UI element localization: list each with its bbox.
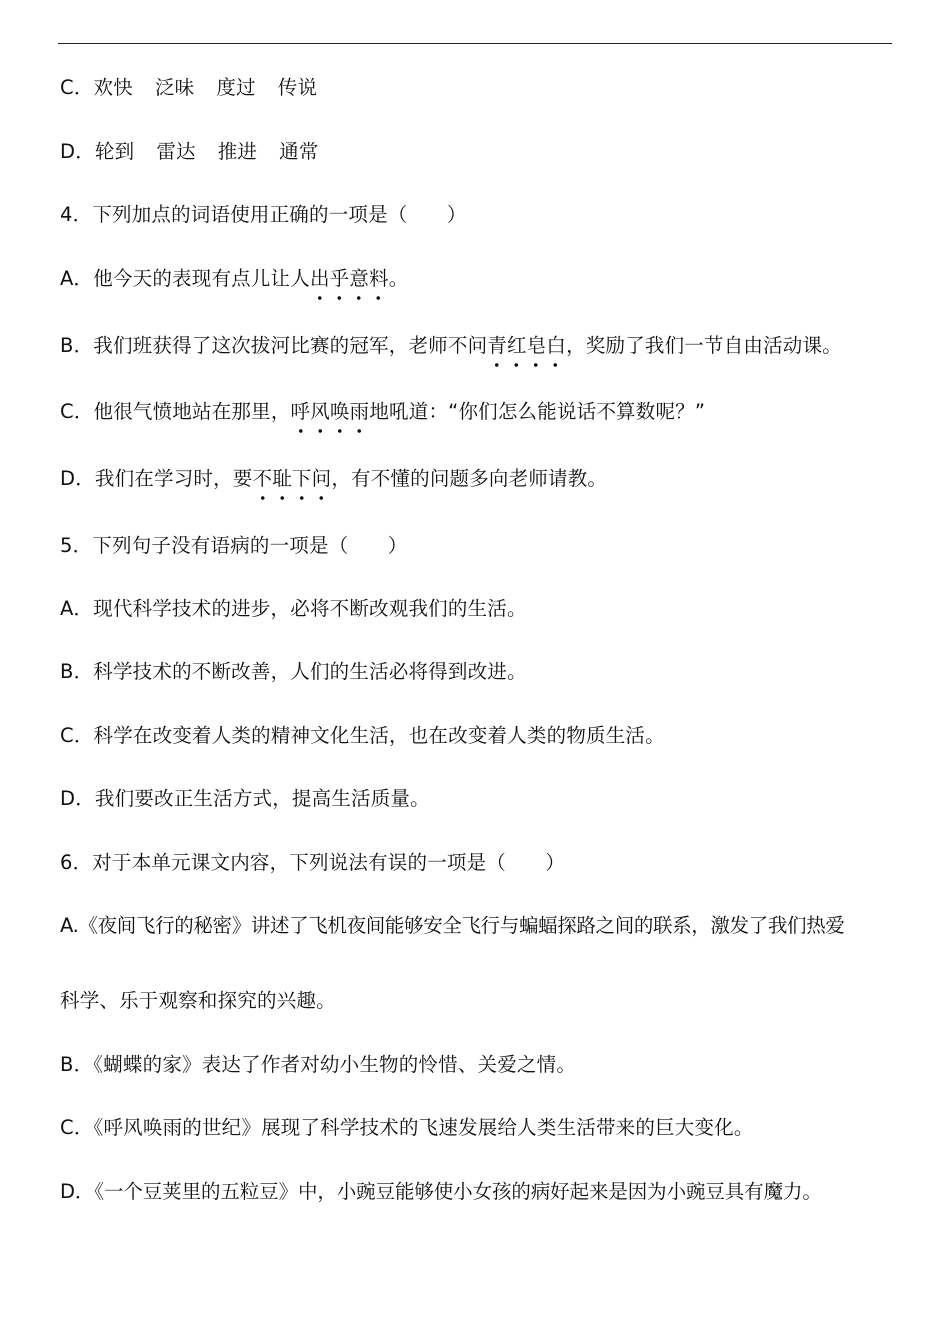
q6-option-a-line2: 科学、乐于观察和探究的兴趣。 (60, 989, 336, 1012)
dotted-phrase: 青红皂白 (487, 334, 567, 357)
q4-option-c (60, 399, 705, 425)
option-label: C． (60, 76, 94, 99)
text: B．我们班获得了这次拔河比赛的冠军，老师不问 (60, 334, 488, 357)
text: A．他今天的表现有点儿让人 (60, 267, 310, 290)
text: 。 (388, 267, 409, 290)
word: 推进 (217, 140, 258, 163)
dotted-phrase: 呼风唤雨 (290, 400, 370, 423)
q4-option-d (60, 466, 607, 492)
q6-option-d: D．《一个豆荚里的五粒豆》中，小豌豆能够使小女孩的病好起来是因为小豌豆具有魔力。 (60, 1180, 822, 1203)
word: 度过 (216, 76, 256, 99)
q5-option-c: C．科学在改变着人类的精神文化生活，也在改变着人类的物质生活。 (60, 724, 665, 747)
q6-option-c: C．《呼风唤雨的世纪》展现了科学技术的飞速发展给人类生活带来的巨大变化。 (60, 1116, 754, 1139)
word: 轮到 (94, 140, 135, 163)
word: 通常 (279, 140, 319, 163)
text: ，奖励了我们一节自由活动课。 (566, 334, 842, 357)
option-label: D． (60, 140, 95, 163)
word: 传说 (277, 76, 318, 99)
q4-stem: 4．下列加点的词语使用正确的一项是（ ） (60, 203, 467, 226)
text: 地吼道：“你们怎么能说话不算数呢？” (369, 400, 706, 423)
word: 欢快 (93, 76, 133, 99)
q5-option-d: D．我们要改正生活方式，提高生活质量。 (60, 787, 430, 810)
q5-option-b: B．科学技术的不断改善，人们的生活必将得到改进。 (60, 660, 527, 683)
q3-option-d (60, 139, 319, 165)
q4-option-b (60, 333, 842, 359)
q5-stem: 5．下列句子没有语病的一项是（ ） (60, 534, 408, 557)
text: C．他很气愤地站在那里， (60, 400, 291, 423)
dotted-phrase: 不耻下问 (252, 467, 332, 490)
q4-option-a (60, 266, 408, 292)
q5-option-a: A．现代科学技术的进步，必将不断改观我们的生活。 (60, 597, 527, 620)
q6-option-a-line1: A.《夜间飞行的秘密》讲述了飞机夜间能够安全飞行与蝙蝠探路之间的联系，激发了我们热爱 (60, 914, 845, 937)
q3-option-c (60, 75, 317, 101)
q6-option-b: B．《蝴蝶的家》表达了作者对幼小生物的怜惜、关爱之情。 (60, 1053, 577, 1076)
word: 泛味 (154, 76, 195, 99)
q6-stem: 6．对于本单元课文内容，下列说法有误的一项是（ ） (60, 851, 566, 874)
dotted-phrase: 出乎意料 (309, 267, 389, 290)
header-rule (58, 43, 892, 44)
text: ，有不懂的问题多向老师请教。 (331, 467, 608, 490)
word: 雷达 (156, 140, 196, 163)
text: D．我们在学习时，要 (60, 467, 253, 490)
